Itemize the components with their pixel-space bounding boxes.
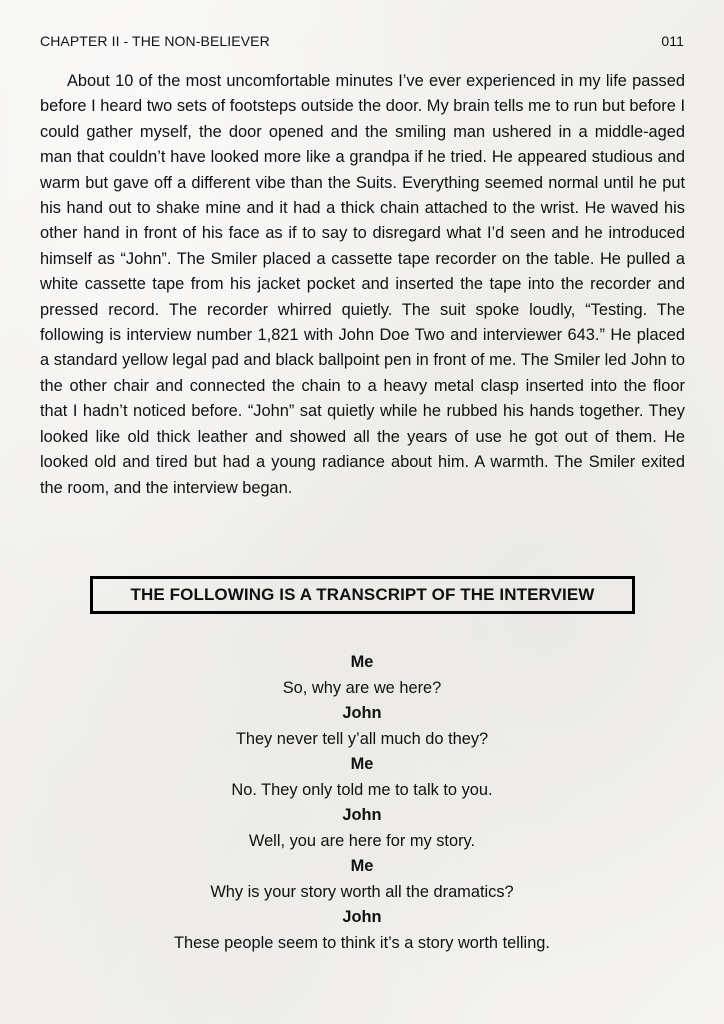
dialogue-line: So, why are we here? [282, 678, 442, 697]
dialogue-line: These people seem to think it’s a story worth telling. [174, 933, 550, 952]
speaker-name: Me [350, 653, 374, 671]
speaker-name: John [342, 908, 382, 926]
transcript-callout-box [90, 576, 635, 614]
speaker-name: Me [350, 755, 374, 773]
dialogue-line: They never tell y’all much do they? [235, 729, 489, 748]
page-number: 011 [661, 33, 684, 49]
dialogue-line: Well, you are here for my story. [248, 831, 476, 850]
speaker-name: John [342, 806, 382, 824]
chapter-title: CHAPTER II - THE NON-BELIEVER [40, 33, 270, 49]
speaker-name: John [342, 704, 382, 722]
interview-transcript [40, 650, 684, 956]
page-header [40, 33, 684, 49]
body-paragraph: About 10 of the most uncomfortable minutes I’ve ever experienced in my life passed before I heard two sets of footsteps outside the door. My brain tells me to run but before I could gather myself, the door opened and the smiling man ushered in a middle-aged man that couldn’t have looked more like a grandpa if he tried. He appeared studious and warm but gave off a different vibe than the Suits. Everything seemed normal until he put his hand out to shake mine and it had a thick chain attached to the wrist. He waved his other hand in front of his face as if to say to disregard what I’d seen and he introduced himself as “John”. The Smiler placed a cassette tape recorder on the table. He pulled a white cassette tape from his jacket pocket and inserted the tape into the recorder and pressed record. The recorder whirred quietly. The suit spoke loudly, “Testing. The following is interview number 1,821 with John Doe Two and interviewer 643.” He placed a standard yellow legal pad and black ballpoint pen in front of me. The Smiler led John to the other chair and connected the chain to a heavy metal clasp inserted into the floor that I hadn’t noticed before. “John” sat quietly while he rubbed his hands together. They looked like old thick leather and showed all the years of use he got out of them. He looked old and tired but had a young radiance about him. A warmth. The Smiler exited the room, and the interview began. [40, 72, 685, 497]
dialogue-line: No. They only told me to talk to you. [231, 780, 493, 799]
speaker-name: Me [350, 857, 374, 875]
dialogue-line: Why is your story worth all the dramatics? [210, 882, 514, 901]
transcript-callout-title: THE FOLLOWING IS A TRANSCRIPT OF THE INTERVIEW [130, 585, 595, 604]
